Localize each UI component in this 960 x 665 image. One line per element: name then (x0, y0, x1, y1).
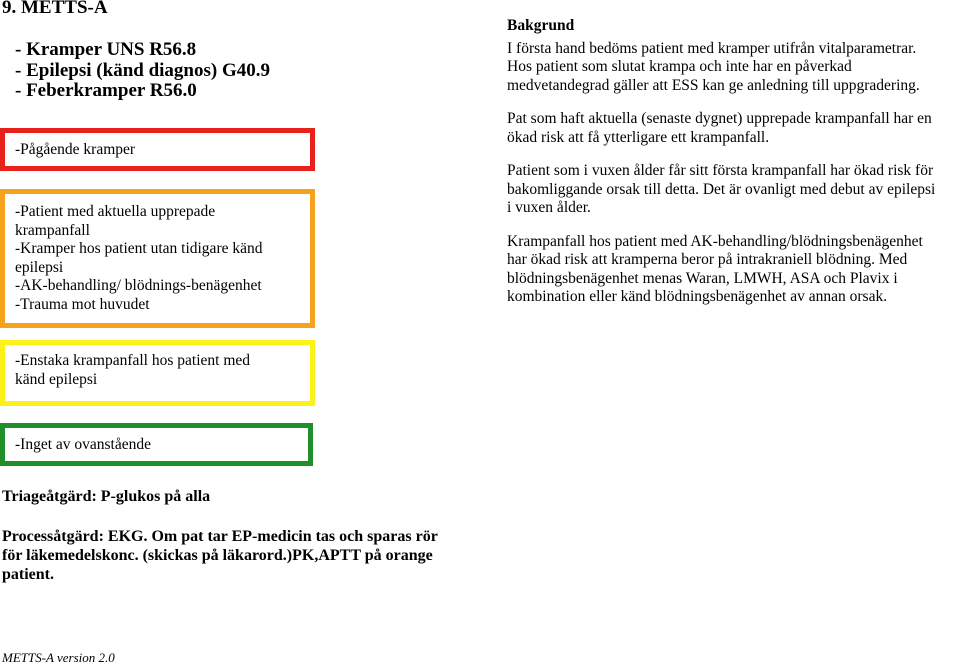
paragraph-line: har ökad risk att kramperna beror på intrakraniell blödning. Med (507, 251, 908, 268)
criterion-line: -AK-behandling/ blödnings-benägenhet (15, 277, 262, 294)
paragraph-line: kombination eller känd blödningsbenägenhet av annan orsak. (507, 288, 888, 305)
priority-box-green (0, 423, 313, 466)
process-action (2, 527, 472, 584)
background-paragraph (507, 162, 959, 218)
priority-box-red (0, 128, 315, 171)
criterion-line: -Trauma mot huvudet (15, 295, 150, 313)
background-paragraph (507, 233, 959, 307)
criterion-line: -Inget av ovanstående (15, 436, 151, 453)
paragraph-line: Hos patient som slutat krampa och inte har en påverkad (507, 58, 852, 75)
diagnosis-item: - Epilepsi (känd diagnos) G40.9 (15, 59, 270, 81)
triage-action: Triageåtgärd: P-glukos på alla (2, 488, 211, 505)
criterion-line: epilepsi (15, 258, 64, 276)
background-heading: Bakgrund (507, 17, 575, 34)
paragraph-line: i vuxen ålder. (507, 199, 591, 216)
diagnosis-item: - Feberkramper R56.0 (15, 80, 197, 101)
criterion-line: -Patient med aktuella upprepade (15, 203, 216, 220)
criterion-line: -Pågående kramper (15, 141, 136, 158)
diagnosis-list (15, 40, 270, 102)
page-title: 9. METTS-A (2, 0, 108, 18)
paragraph-line: I första hand bedöms patient med kramper utifrån vitalparametrar. (507, 39, 917, 57)
paragraph-line: bakomliggande orsak till detta. Det är ovanligt med debut av epilepsi (507, 180, 936, 198)
background-paragraph (507, 110, 959, 147)
paragraph-line: medvetandegrad gäller att ESS kan ge anledning till uppgradering. (507, 76, 920, 94)
process-action-line: patient. (2, 566, 54, 583)
paragraph-line: Krampanfall hos patient med AK-behandling/blödningsbenägenhet (507, 232, 923, 250)
criterion-line: krampanfall (15, 221, 90, 239)
diagnosis-item: - Kramper UNS R56.8 (15, 39, 197, 60)
paragraph-line: blödningsbenägenhet menas Waran, LMWH, ASA och Plavix i (507, 269, 898, 287)
criterion-line: känd epilepsi (15, 370, 98, 388)
paragraph-line: Patient som i vuxen ålder får sitt första krampanfall har ökad risk för (507, 162, 934, 179)
priority-box-yellow (0, 340, 315, 406)
process-action-line: Processåtgärd: EKG. Om pat tar EP-medicin tas och sparas rör (2, 528, 438, 545)
background-paragraph (507, 40, 959, 96)
version-footer: METTS-A version 2.0 (2, 650, 115, 665)
criterion-line: -Enstaka krampanfall hos patient med (15, 352, 251, 369)
background-section (507, 17, 959, 322)
priority-box-orange (0, 189, 315, 328)
paragraph-line: ökad risk att få ytterligare ett krampanfall. (507, 128, 770, 146)
paragraph-line: Pat som haft aktuella (senaste dygnet) upprepade krampanfall har en (507, 110, 932, 127)
criterion-line: -Kramper hos patient utan tidigare känd (15, 240, 263, 257)
process-action-line: för läkemedelskonc. (skickas på läkarord.)PK,APTT på orange (2, 547, 433, 564)
